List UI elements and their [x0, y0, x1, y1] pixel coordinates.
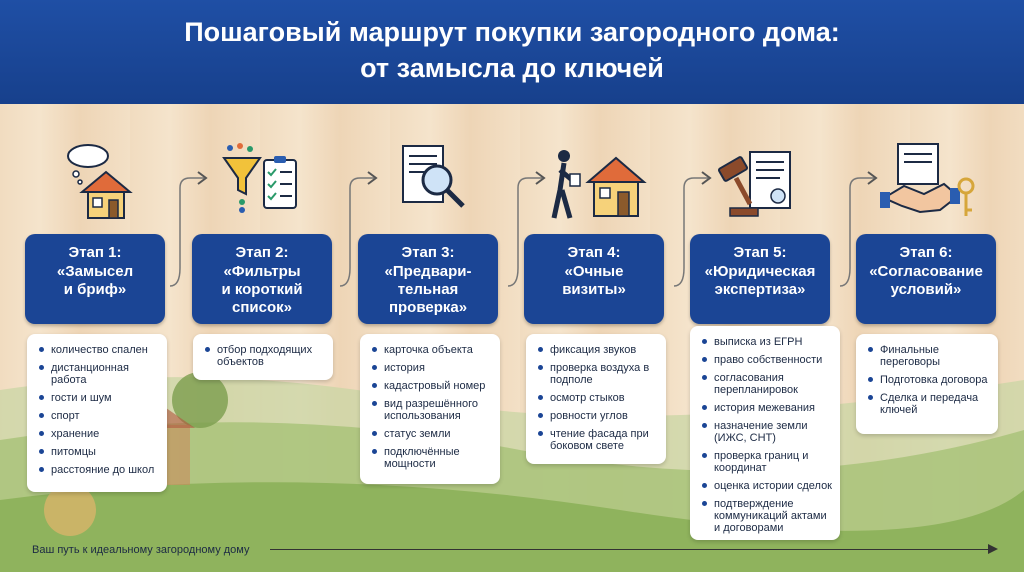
gavel-document-icon — [710, 144, 800, 224]
list-item: назначение земли (ИЖС, СНТ) — [714, 420, 832, 444]
stage-6-name: «Согласование условий» — [869, 263, 983, 298]
stage-2-header — [192, 234, 332, 324]
list-item: история — [384, 362, 492, 374]
list-item: карточка объекта — [384, 344, 492, 356]
stage-2-card — [193, 334, 333, 380]
list-item: право собственности — [714, 354, 832, 366]
list-item: хранение — [51, 428, 159, 440]
stage-4-card — [526, 334, 666, 464]
list-item: дистанционная работа — [51, 362, 159, 386]
list-item: гости и шум — [51, 392, 159, 404]
stage-2-name: «Фильтры и короткий список» — [221, 263, 303, 316]
stage-1-label: Этап 1: — [68, 244, 122, 261]
list-item: выписка из ЕГРН — [714, 336, 832, 348]
stage-3-label: Этап 3: — [401, 244, 455, 261]
stage-4-header — [524, 234, 664, 324]
list-item: спорт — [51, 410, 159, 422]
stage-6-label: Этап 6: — [899, 244, 953, 261]
stage-1-header — [25, 234, 165, 324]
list-item: Финальные переговоры — [880, 344, 990, 368]
list-item: ровности углов — [550, 410, 658, 422]
list-item: Сделка и передача ключей — [880, 392, 990, 416]
list-item: вид разрешённого использования — [384, 398, 492, 422]
title-line-2: от замысла до ключей — [360, 53, 664, 83]
handshake-keys-icon — [880, 140, 980, 224]
house-dream-icon — [58, 142, 138, 222]
stage-5-card — [690, 326, 840, 540]
title-line-1: Пошаговый маршрут покупки загородного дома: — [184, 17, 840, 47]
page-title — [0, 14, 1024, 86]
footer-caption: Ваш путь к идеальному загородному дому — [32, 544, 250, 556]
list-item: подтверждение коммуникаций актами и договорами — [714, 498, 832, 534]
list-item: согласования перепланировок — [714, 372, 832, 396]
stage-5-label: Этап 5: — [733, 244, 787, 261]
stage-6-header — [856, 234, 996, 324]
stage-1-card — [27, 334, 167, 492]
list-item: фиксация звуков — [550, 344, 658, 356]
list-item: чтение фасада при боковом свете — [550, 428, 658, 452]
stage-4-name: «Очные визиты» — [562, 263, 626, 298]
progress-timeline-line — [270, 549, 996, 550]
list-item: оценка истории сделок — [714, 480, 832, 492]
list-item: количество спален — [51, 344, 159, 356]
stage-4-label: Этап 4: — [567, 244, 621, 261]
list-item: проверка границ и координат — [714, 450, 832, 474]
stage-3-card — [360, 334, 500, 484]
list-item: питомцы — [51, 446, 159, 458]
stage-3-header — [358, 234, 498, 324]
funnel-checklist-icon — [220, 140, 300, 220]
stage-5-name: «Юридическая экспертиза» — [704, 263, 816, 298]
list-item: расстояние до школ — [51, 464, 159, 476]
visitor-house-icon — [548, 146, 648, 222]
list-item: история межевания — [714, 402, 832, 414]
list-item: проверка воздуха в подполе — [550, 362, 658, 386]
list-item: статус земли — [384, 428, 492, 440]
stage-3-name: «Предвари- тельная проверка» — [384, 263, 472, 316]
arrow-right-icon — [988, 544, 998, 554]
list-item: отбор подходящих объектов — [217, 344, 325, 368]
stage-2-label: Этап 2: — [235, 244, 289, 261]
list-item: осмотр стыков — [550, 392, 658, 404]
stage-1-name: «Замысел и бриф» — [56, 263, 134, 298]
stage-5-header — [690, 234, 830, 324]
list-item: Подготовка договора — [880, 374, 990, 386]
list-item: кадастровый номер — [384, 380, 492, 392]
stage-6-card — [856, 334, 998, 434]
document-magnifier-icon — [395, 140, 475, 220]
list-item: подключённые мощности — [384, 446, 492, 470]
